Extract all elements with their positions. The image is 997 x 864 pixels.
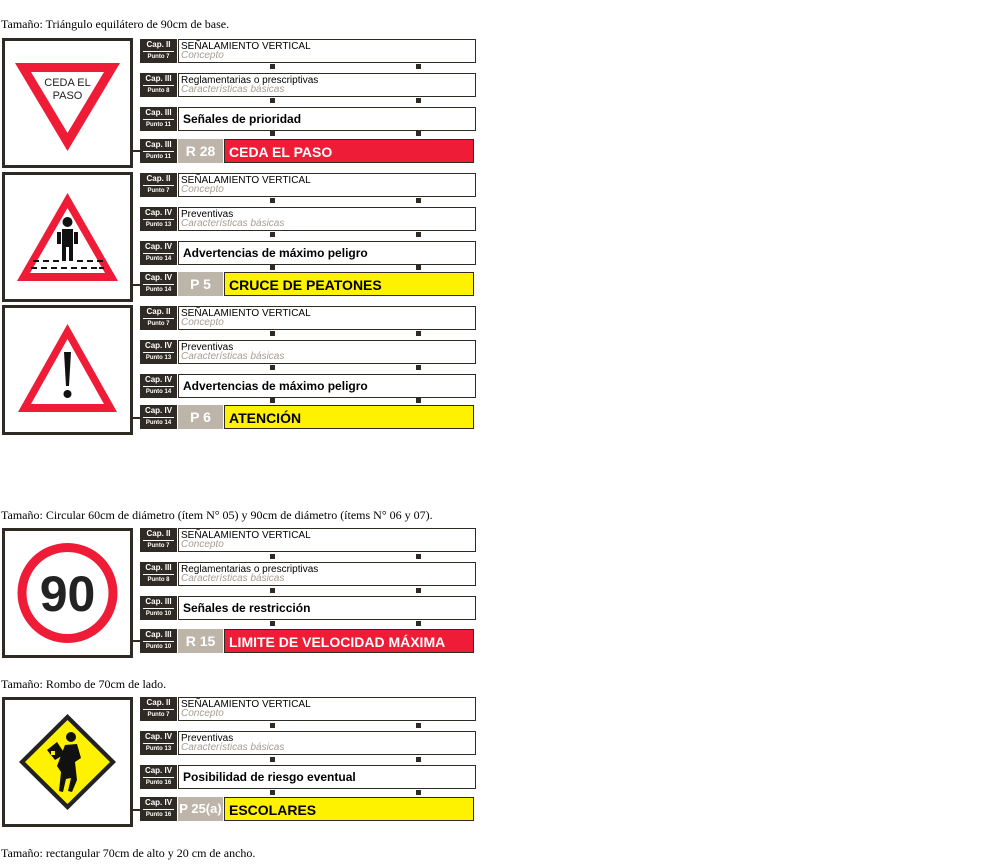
cap-label: Cap. IV	[144, 766, 173, 775]
size-note-rhombus: Tamaño: Rombo de 70cm de lado.	[1, 677, 167, 691]
sign-name: LIMITE DE VELOCIDAD MÁXIMA	[224, 629, 474, 653]
yield-sign-icon	[5, 41, 130, 165]
row-subtitle: Concepto	[181, 184, 224, 195]
row-subtitle: Concepto	[181, 317, 224, 328]
cap-label: Cap. IV	[144, 208, 173, 217]
info-row-sign-code	[140, 405, 476, 429]
info-row-category	[140, 73, 476, 97]
sign-code: P 6	[178, 405, 223, 429]
sign-group-limite-velocidad	[2, 528, 478, 658]
size-note-rectangular: Tamaño: rectangular 70cm de alto y 20 cm de ancho.	[1, 846, 256, 860]
punto-label: Punto 14	[145, 389, 172, 395]
info-row-category	[140, 207, 476, 231]
cap-label: Cap. IV	[144, 798, 173, 807]
punto-label: Punto 8	[147, 577, 170, 583]
sign-name: CEDA EL PASO	[224, 139, 474, 163]
row-subtitle: Concepto	[181, 50, 224, 61]
svg-text:CEDA EL: CEDA EL	[44, 77, 91, 89]
row-title: Señales de prioridad	[183, 112, 302, 126]
sign-name: ESCOLARES	[224, 797, 474, 821]
punto-label: Punto 7	[147, 188, 170, 194]
punto-label: Punto 7	[147, 54, 170, 60]
punto-label: Punto 7	[147, 712, 170, 718]
svg-text:90: 90	[39, 566, 96, 622]
info-row-subcategory	[140, 374, 476, 398]
sign-group-ceda-el-paso	[2, 38, 478, 168]
info-row-concepto	[140, 173, 476, 197]
punto-label: Punto 11	[145, 122, 171, 128]
cap-label: Cap. IV	[144, 242, 173, 251]
row-title: SEÑALAMIENTO VERTICAL	[181, 175, 311, 186]
row-title: SEÑALAMIENTO VERTICAL	[181, 308, 311, 319]
info-row-subcategory	[140, 596, 476, 620]
cap-label: Cap. II	[146, 698, 171, 707]
info-row-subcategory	[140, 107, 476, 131]
sign-group-atencion	[2, 305, 478, 435]
sign-group-cruce-de-peatones	[2, 172, 478, 302]
sign-name: ATENCIÓN	[224, 405, 474, 429]
punto-label: Punto 13	[145, 355, 172, 361]
sign-frame	[2, 697, 133, 827]
cap-label: Cap. III	[145, 630, 172, 639]
cap-label: Cap. IV	[144, 375, 173, 384]
size-note-circular: Tamaño: Circular 60cm de diámetro (ítem N° 05) y 90cm de diámetro (ítems N° 06 y 07).	[1, 508, 433, 522]
row-title: Advertencias de máximo peligro	[183, 246, 368, 260]
row-title: Preventivas	[181, 209, 234, 220]
cap-label: Cap. IV	[144, 406, 173, 415]
row-title: SEÑALAMIENTO VERTICAL	[181, 530, 311, 541]
row-title: Preventivas	[181, 342, 234, 353]
cap-label: Cap. II	[146, 307, 171, 316]
punto-label: Punto 16	[145, 812, 172, 818]
cap-label: Cap. III	[145, 563, 172, 572]
sign-group-escolares	[2, 697, 478, 827]
speed-limit-sign-icon	[5, 531, 130, 655]
sign-code: R 15	[178, 629, 223, 653]
sign-frame	[2, 528, 133, 658]
svg-text:PASO: PASO	[52, 90, 83, 102]
punto-label: Punto 14	[145, 420, 172, 426]
row-subtitle: Características básicas	[181, 351, 285, 362]
punto-label: Punto 10	[145, 644, 172, 650]
punto-label: Punto 14	[145, 287, 172, 293]
info-row-category	[140, 562, 476, 586]
row-subtitle: Características básicas	[181, 218, 285, 229]
info-row-concepto	[140, 697, 476, 721]
cap-label: Cap. II	[146, 40, 171, 49]
sign-frame	[2, 38, 133, 168]
cap-label: Cap. II	[146, 174, 171, 183]
info-row-sign-code	[140, 797, 476, 821]
punto-label: Punto 7	[147, 321, 170, 327]
sign-name: CRUCE DE PEATONES	[224, 272, 474, 296]
info-row-sign-code	[140, 629, 476, 653]
row-subtitle: Características básicas	[181, 84, 285, 95]
cap-label: Cap. III	[145, 140, 172, 149]
cap-label: Cap. III	[145, 597, 172, 606]
info-row-sign-code	[140, 139, 476, 163]
sign-code: P 5	[178, 272, 223, 296]
row-title: SEÑALAMIENTO VERTICAL	[181, 41, 311, 52]
row-title: SEÑALAMIENTO VERTICAL	[181, 699, 311, 710]
cap-label: Cap. IV	[144, 341, 173, 350]
cap-label: Cap. II	[146, 529, 171, 538]
row-subtitle: Concepto	[181, 539, 224, 550]
attention-sign-icon	[5, 308, 130, 432]
info-row-concepto	[140, 528, 476, 552]
school-children-sign-icon	[5, 700, 130, 824]
punto-label: Punto 7	[147, 543, 170, 549]
row-title: Reglamentarias o prescriptivas	[181, 564, 319, 575]
cap-label: Cap. III	[145, 74, 172, 83]
punto-label: Punto 10	[145, 611, 172, 617]
size-note-triangle: Tamaño: Triángulo equilátero de 90cm de base.	[1, 17, 230, 31]
row-subtitle: Características básicas	[181, 742, 285, 753]
row-title: Reglamentarias o prescriptivas	[181, 75, 319, 86]
sign-code: P 25(a)	[178, 797, 223, 821]
pedestrian-crossing-sign-icon	[5, 175, 130, 299]
cap-label: Cap. IV	[144, 273, 173, 282]
punto-label: Punto 8	[147, 88, 170, 94]
info-row-category	[140, 731, 476, 755]
row-subtitle: Características básicas	[181, 573, 285, 584]
row-title: Posibilidad de riesgo eventual	[183, 770, 356, 784]
punto-label: Punto 13	[145, 222, 172, 228]
sign-frame	[2, 172, 133, 302]
row-title: Preventivas	[181, 733, 234, 744]
row-subtitle: Concepto	[181, 708, 224, 719]
cap-label: Cap. III	[145, 108, 172, 117]
punto-label: Punto 16	[145, 780, 172, 786]
punto-label: Punto 13	[145, 746, 172, 752]
row-title: Señales de restricción	[183, 601, 311, 615]
sign-code: R 28	[178, 139, 223, 163]
punto-label: Punto 14	[145, 256, 172, 262]
info-row-sign-code	[140, 272, 476, 296]
info-row-subcategory	[140, 241, 476, 265]
info-row-category	[140, 340, 476, 364]
row-title: Advertencias de máximo peligro	[183, 379, 368, 393]
cap-label: Cap. IV	[144, 732, 173, 741]
info-row-concepto	[140, 306, 476, 330]
sign-frame	[2, 305, 133, 435]
info-row-concepto	[140, 39, 476, 63]
punto-label: Punto 11	[145, 154, 171, 160]
info-row-subcategory	[140, 765, 476, 789]
